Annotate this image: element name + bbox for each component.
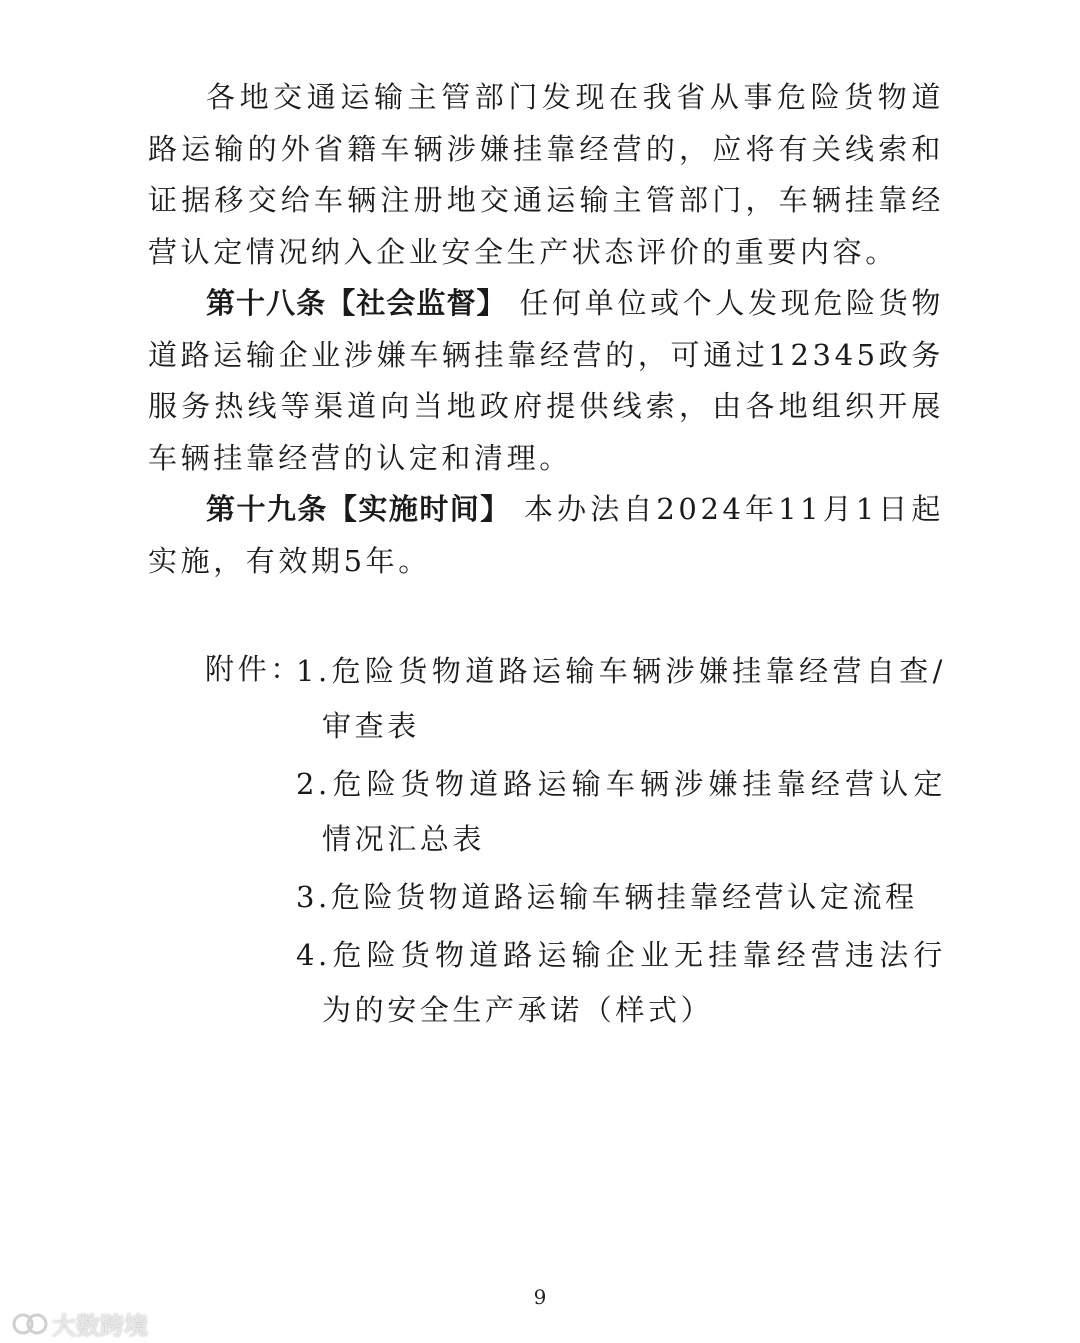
attachment-item-2: 2.危险货物道路运输车辆涉嫌挂靠经营认定情况汇总表 (296, 767, 946, 856)
article-18-body: 任何单位或个人发现危险货物道路运输企业涉嫌车辆挂靠经营的，可通过12345政务服务热线等渠道向当地政府提供线索，由各地组织开展车辆挂靠经营的认定和清理。 (148, 286, 944, 475)
attachments-list (296, 644, 946, 1038)
attachment-item-1: 1.危险货物道路运输车辆涉嫌挂靠经营自查/审查表 (296, 654, 946, 743)
watermark (12, 1306, 148, 1341)
article-19-title: 第十九条【实施时间】 (206, 492, 511, 526)
paragraph-cross-province (148, 72, 944, 278)
paragraph-text: 各地交通运输主管部门发现在我省从事危险货物道路运输的外省籍车辆涉嫌挂靠经营的，应将有关线索和证据移交给车辆注册地交通运输主管部门，车辆挂靠经营认定情况纳入企业安全生产状态评价的重要内容。 (148, 80, 944, 269)
article-18-paragraph (148, 278, 944, 484)
attachment-item-3: 3.危险货物道路运输车辆挂靠经营认定流程 (296, 880, 918, 914)
watermark-logo-icon (12, 1311, 48, 1337)
watermark-text: 大数跨境 (52, 1312, 148, 1340)
attachment-item-4: 4.危险货物道路运输企业无挂靠经营违法行为的安全生产承诺（样式） (296, 938, 946, 1027)
article-19-body: 本办法自2024年11月1日起实施，有效期5年。 (148, 492, 944, 578)
attachments-label: 附件： (205, 652, 303, 686)
article-19-paragraph (148, 484, 944, 587)
page-number: 9 (533, 1285, 547, 1309)
article-18-title: 第十八条【社会监督】 (206, 286, 507, 320)
